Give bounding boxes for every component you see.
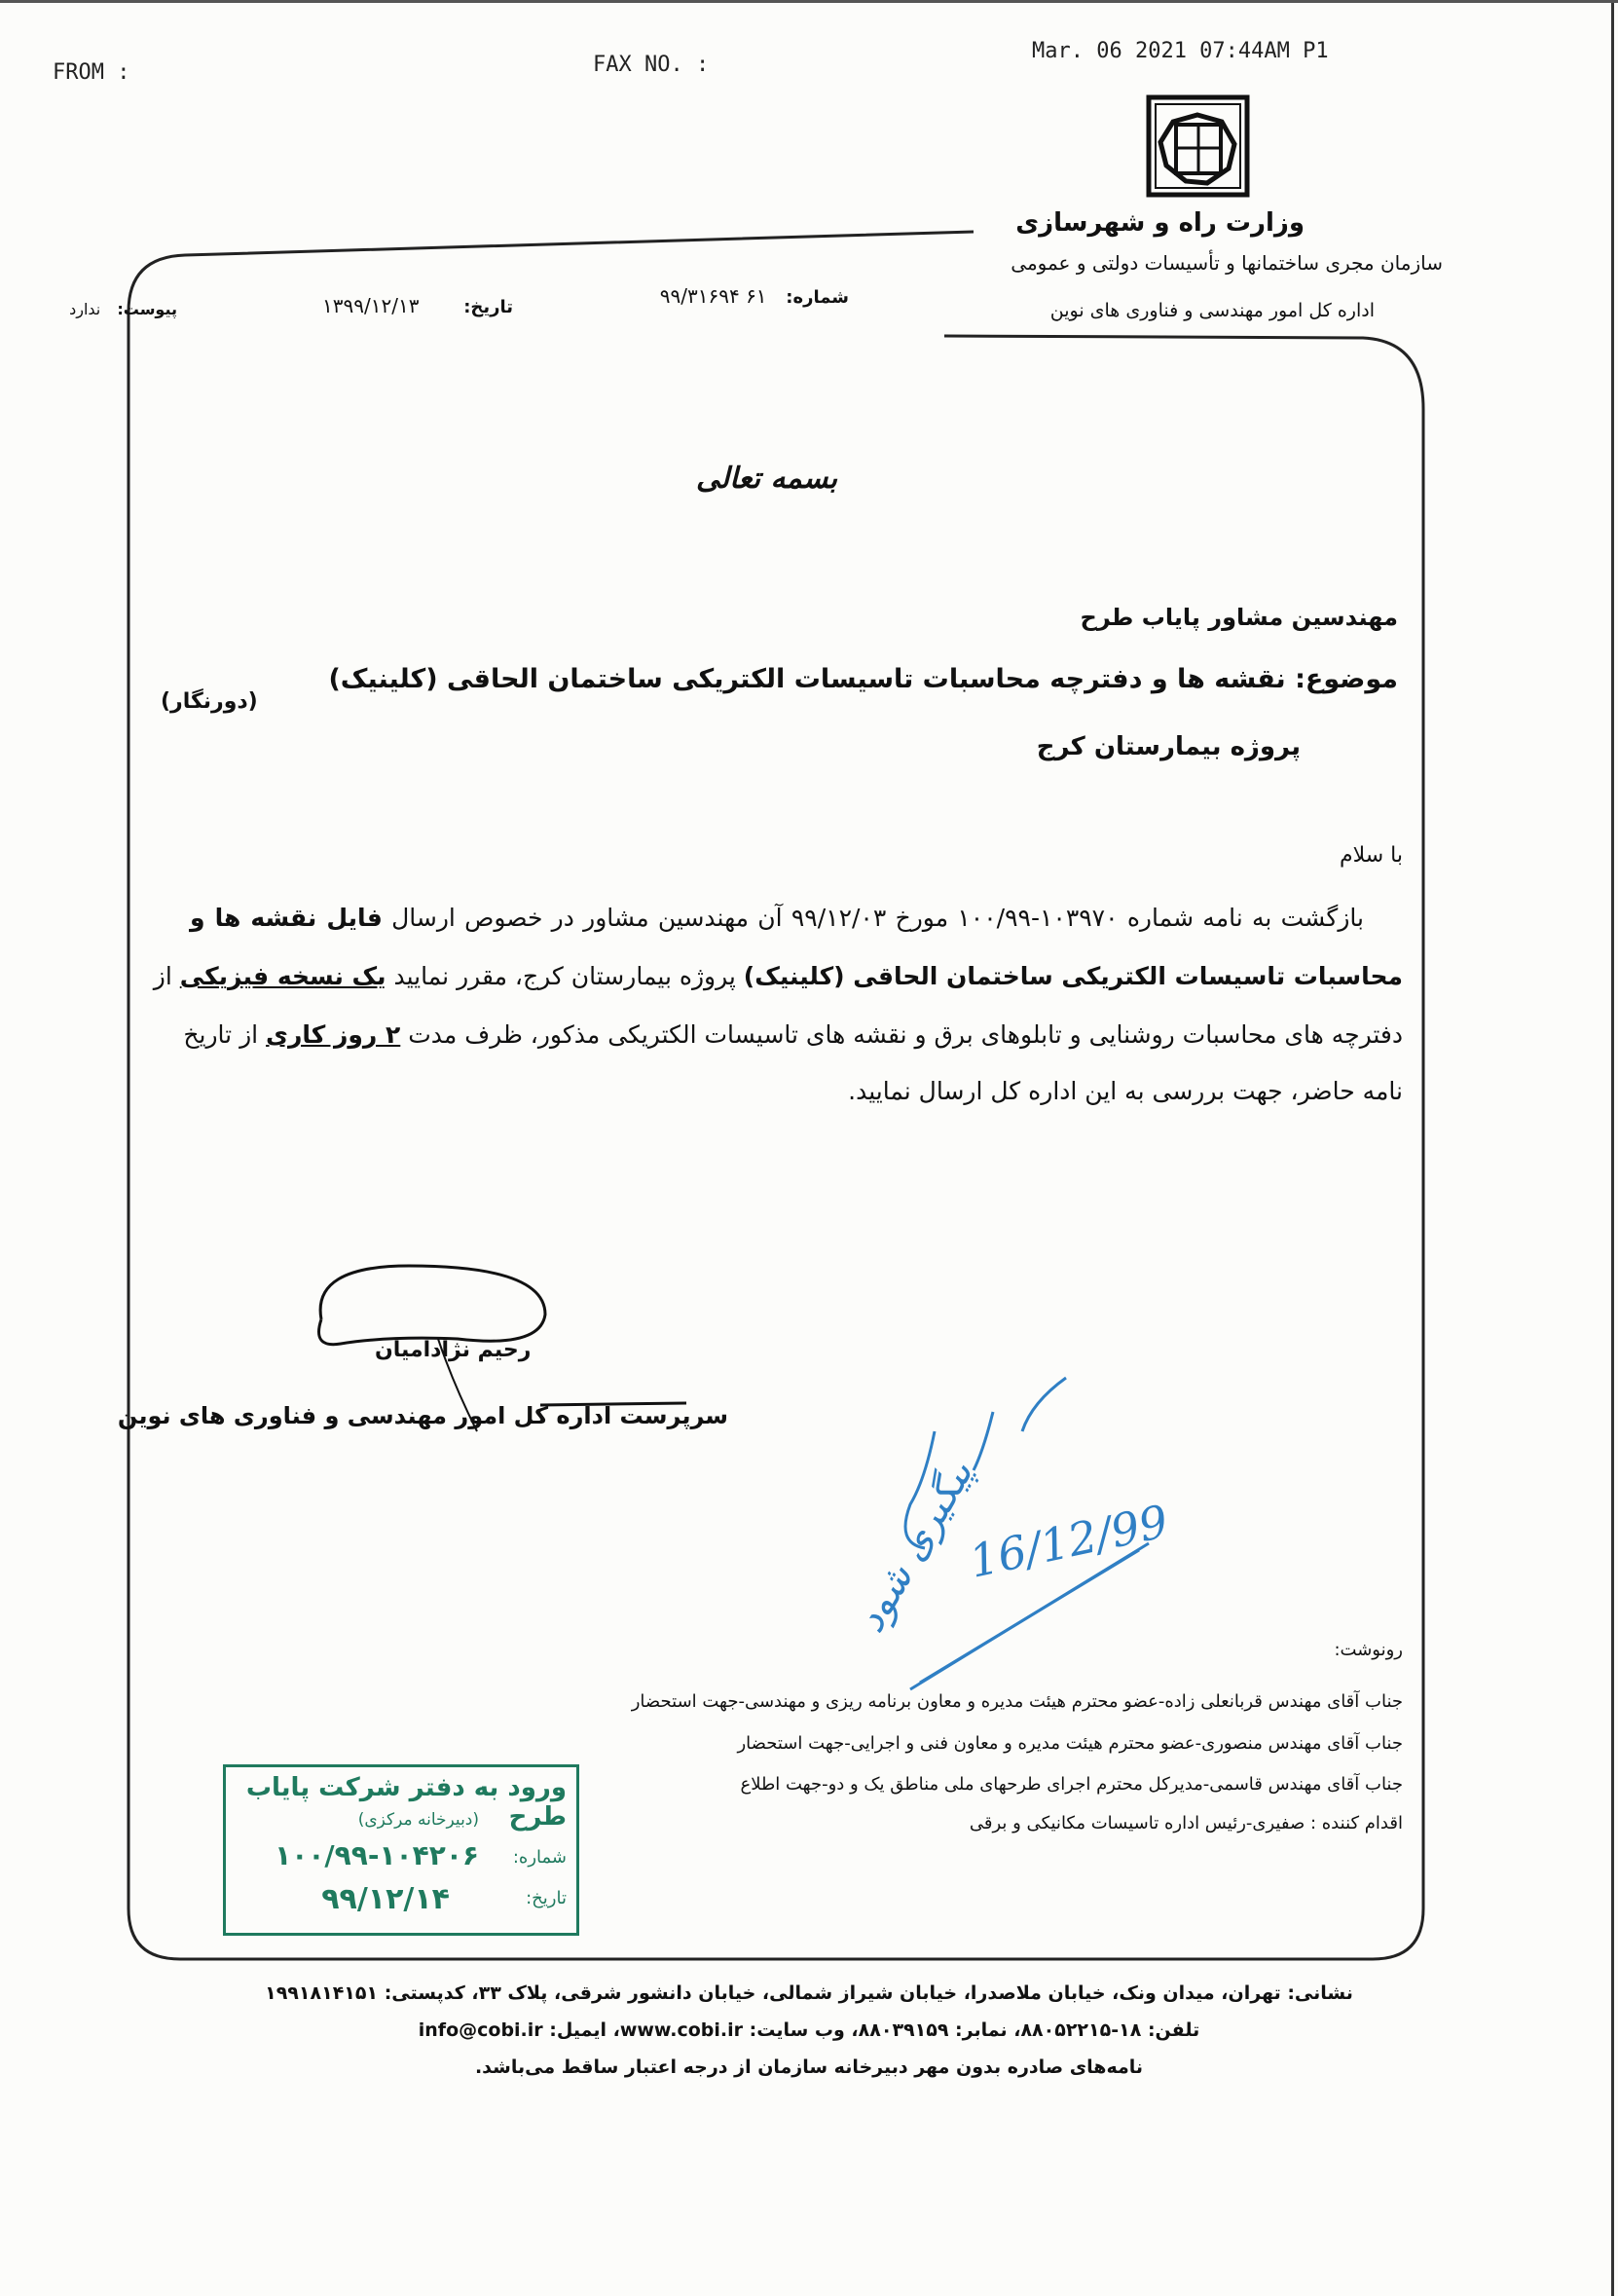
stamp-number-label: شماره: [512,1847,567,1868]
body-line-4 [190,1077,1403,1105]
body-underlined: یک نسخه فیزیکی [179,962,386,990]
handwritten-date: 16/12/99 [965,1494,1173,1588]
action-label: اقدام کننده : [1309,1813,1403,1833]
cc-item: جناب آقای مهندس منصوری-عضو محترم هیئت مدیره و معاون فنی و اجرایی-جهت استحضار [737,1733,1403,1754]
letter-attachment [69,300,177,318]
footer-contact: تلفن: ۱۸-۸۸۰۵۲۲۱۵، نمابر: ۸۸۰۳۹۱۵۹، وب سایت: www.cobi.ir، ایمیل: info@cobi.ir [418,2019,1200,2041]
bismillah: بسمه تعالی [696,462,838,496]
action-value: صفیری-رئیس اداره تاسیسات مکانیکی و برقی [969,1813,1305,1833]
body-underlined: ۲ روز کاری [266,1020,401,1049]
signer-title: سرپرست اداره کل امور مهندسی و فناوری های نوین [117,1402,728,1429]
cc-label: رونوشت: [1334,1640,1403,1660]
stamp-date-value: ۹۹/۱۲/۱۴ [321,1882,450,1916]
attachment-value: ندارد [69,300,101,318]
body-bold: محاسبات تاسیسات الکتریکی ساختمان الحاقی (کلینیک) [743,962,1403,990]
footer-address: نشانی: تهران، میدان ونک، خیابان ملاصدرا، خیابان شیراز شمالی، خیابان دانشور شرقی، پلاک ۳۳، کدپستی: ۱۹۹۱۸۱۴۱۵۱ [265,1982,1353,2004]
stamp-date-label: تاریخ: [526,1888,567,1908]
fax-from-label: FROM : [53,60,130,85]
cc-item: جناب آقای مهندس قاسمی-مدیرکل محترم اجرای طرحهای ملی مناطق یک و دو-جهت اطلاع [740,1774,1403,1795]
department-name: اداره کل امور مهندسی و فناوری های نوین [1049,300,1375,321]
body-line-1 [190,904,1403,932]
fax-timestamp: Mar. 06 2021 07:44AM P1 [1032,39,1329,63]
greeting: با سلام [1339,843,1403,868]
project-name: پروژه بیمارستان کرج [1036,732,1301,761]
stamp-number-value: ۱۰۰/۹۹-۱۰۴۲۰۶ [275,1839,479,1871]
stamp-title: ورود به دفتر شرکت پایاب طرح [245,1773,567,1832]
number-value: ۶۱ ۹۹/۳۱۶۹۴ [659,284,767,308]
letter-date [322,294,513,317]
date-value: ۱۳۹۹/۱۲/۱۳ [322,294,420,317]
handwritten-note: پیگیری شود [848,1453,982,1641]
body-text: بازگشت به نامه شماره ۱۰۳۹۷۰-۱۰۰/۹۹ مورخ ۹۹/۱۲/۰۳ آن مهندسین مشاور در خصوص ارسال [391,904,1364,932]
subject: موضوع: نقشه ها و دفترچه محاسبات تاسیسات الکتریکی ساختمان الحاقی (کلینیک) [328,664,1398,694]
fax-number-label: FAX NO. : [593,53,710,77]
receipt-stamp [223,1764,579,1936]
cc-item: جناب آقای مهندس قربانعلی زاده-عضو محترم هیئت مدیره و معاون برنامه ریزی و مهندسی-جهت استحضار [631,1691,1403,1712]
date-label: تاریخ: [463,297,513,317]
cc-action [970,1813,1403,1833]
signer-name: رحیم نژادامیان [375,1338,532,1362]
recipient: مهندسین مشاور پایاب طرح [1080,604,1398,631]
body-text: دفترچه های محاسبات روشنایی و تابلوهای برق و نقشه های تاسیسات الکتریکی مذکور، ظرف مدت [408,1020,1403,1049]
body-line-3 [183,1020,1403,1049]
body-bold: فایل نقشه ها و [190,904,383,932]
ministry-name: وزارت راه و شهرسازی [1015,208,1305,238]
letter-number [660,284,849,308]
body-text: نامه حاضر، جهت بررسی به این اداره کل ارسال نمایید. [848,1077,1403,1105]
stamp-subtitle: (دبیرخانه مرکزی) [357,1810,479,1830]
organization-name: سازمان مجری ساختمانها و تأسیسات دولتی و عمومی [1011,251,1443,275]
body-text: از [153,962,172,990]
body-text: پروژه بیمارستان کرج، مقرر نمایید [393,962,736,990]
ministry-logo [1149,97,1247,195]
attachment-label: پیوست: [117,300,177,318]
number-label: شماره: [786,287,849,308]
body-line-2 [153,962,1403,990]
fax-note: (دورنگار) [161,689,258,714]
footer-notice: نامه‌های صادره بدون مهر دبیرخانه سازمان از درجه اعتبار ساقط می‌باشد. [474,2056,1144,2078]
body-text: از تاریخ [183,1020,259,1049]
